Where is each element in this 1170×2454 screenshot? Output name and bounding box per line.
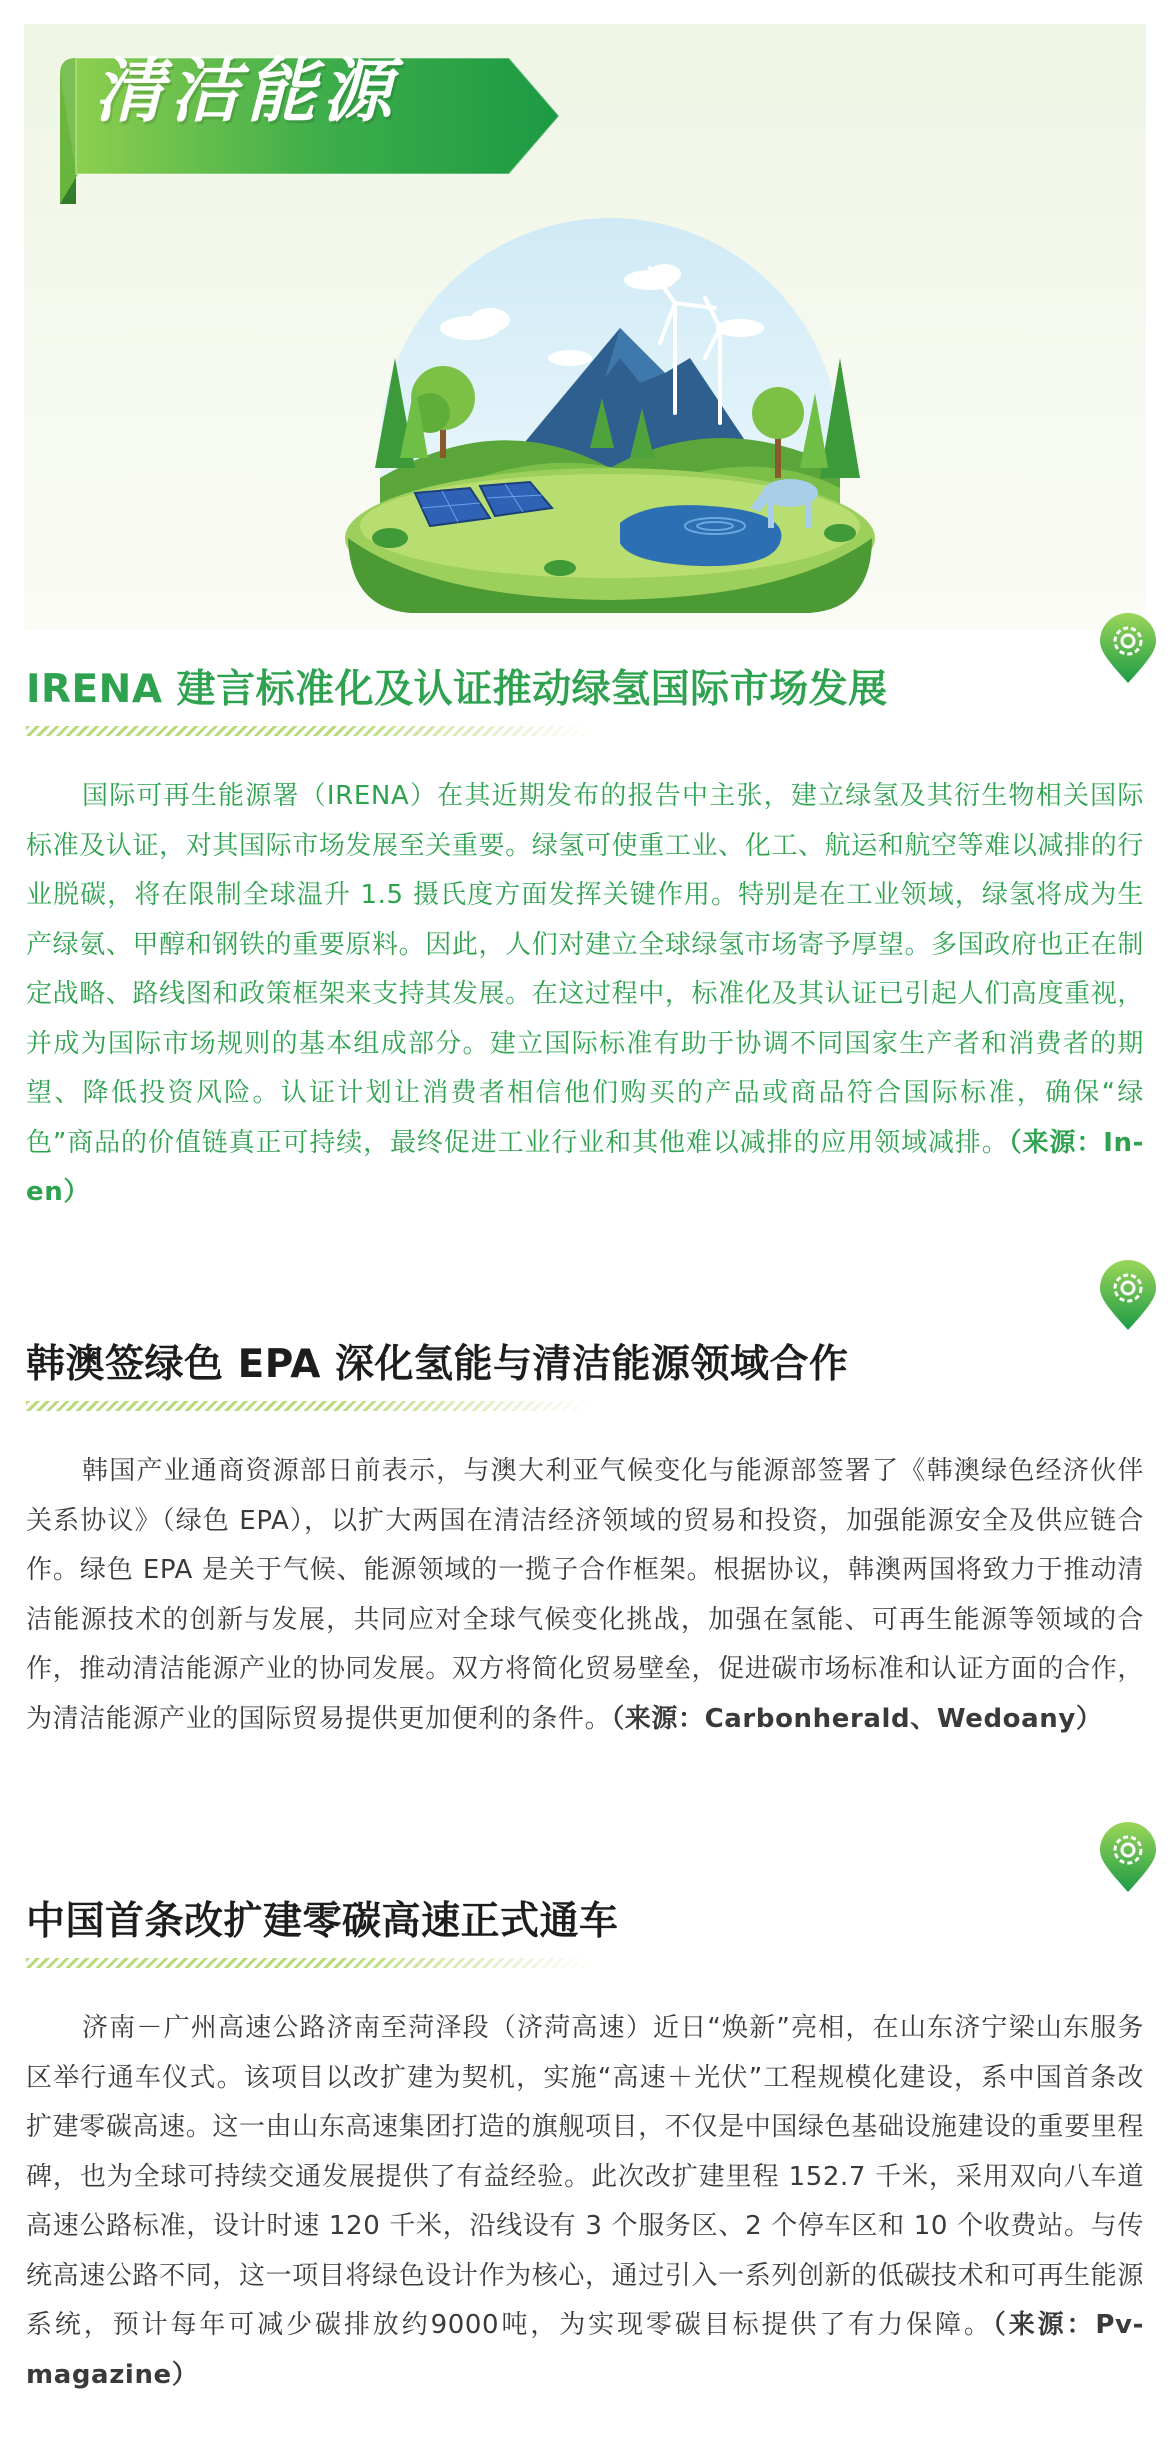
- article-body: [26, 1447, 1144, 1744]
- article-irena: [26, 666, 1144, 1218]
- article-body: [26, 772, 1144, 1218]
- article-body: [26, 2004, 1144, 2400]
- hero-section: [24, 24, 1146, 630]
- article-headline: 韩澳签绿色 EPA 深化氢能与清洁能源领域合作: [26, 1342, 849, 1387]
- headline-divider: [26, 1958, 596, 1968]
- article-body-text: 济南－广州高速公路济南至菏泽段（济菏高速）近日“焕新”亮相，在山东济宁梁山东服务区举行通车仪式。该项目以改扩建为契机，实施“高速＋光伏”工程规模化建设，系中国首条改扩建零碳高速。这一由山东高速集团打造的旗舰项目，不仅是中国绿色基础设施建设的重要里程碑，也为全球可持续交通发展提供了有益经验。此次改扩建里程 152.7 千米，采用双向八车道高速公路标准，设计时速 120 千米，沿线设有 3 个服务区、2 个停车区和 10 个收费站。与传统高速公路不同，这一项目将绿色设计作为核心，通过引入一系列创新的低碳技术和可再生能源系统，预计每年可减少碳排放约9000吨，为实现零碳目标提供了有力保障。: [26, 2013, 1144, 2340]
- article-korea-australia: [26, 1341, 1144, 1744]
- article-body-text: 国际可再生能源署（IRENA）在其近期发布的报告中主张，建立绿氢及其衍生物相关国际标准及认证，对其国际市场发展至关重要。绿氢可使重工业、化工、航运和航空等难以减排的行业脱碳，将在限制全球温升 1.5 摄氏度方面发挥关键作用。特别是在工业领域，绿氢将成为生产绿氨、甲醇和钢铁的重要原料。因此，人们对建立全球绿氢市场寄予厚望。多国政府也正在制定战略、路线图和政策框架来支持其发展。在这过程中，标准化及其认证已引起人们高度重视，并成为国际市场规则的基本组成部分。建立国际标准有助于协调不同国家生产者和消费者的期望、降低投资风险。认证计划让消费者相信他们购买的产品或商品符合国际标准，确保“绿色”商品的价值链真正可持续，最终促进工业行业和其他难以减排的应用领域减排。: [26, 781, 1144, 1158]
- article-body-text: 韩国产业通商资源部日前表示，与澳大利亚气候变化与能源部签署了《韩澳绿色经济伙伴关系协议》（绿色 EPA），以扩大两国在清洁经济领域的贸易和投资，加强能源安全及供应链合作。绿色 EPA 是关于气候、能源领域的一揽子合作框架。根据协议，韩澳两国将致力于推动清洁能源技术的创新与发展，共同应对全球气候变化挑战，加强在氢能、可再生能源等领域的合作，推动清洁能源产业的协同发展。双方将简化贸易壁垒，促进碳市场标准和认证方面的合作，为清洁能源产业的国际贸易提供更加便利的条件。: [26, 1456, 1144, 1734]
- article-headline: IRENA 建言标准化及认证推动绿氢国际市场发展: [26, 667, 888, 712]
- article-source: （来源：Pv-magazine）: [26, 2310, 1144, 2390]
- headline-divider: [26, 1401, 596, 1411]
- eco-gear-icon: [1098, 1822, 1158, 1894]
- article-zero-carbon-highway: [26, 1898, 1144, 2400]
- headline-divider: [26, 726, 596, 736]
- eco-landscape-illustration: [320, 208, 900, 648]
- article-source: （来源：Carbonherald、Wedoany）: [611, 1703, 1103, 1734]
- article-source: （来源：In-en）: [26, 1127, 1144, 1207]
- banner-title: 清洁能源: [94, 50, 398, 132]
- eco-gear-icon: [1098, 1260, 1158, 1332]
- article-headline: 中国首条改扩建零碳高速正式通车: [26, 1899, 619, 1944]
